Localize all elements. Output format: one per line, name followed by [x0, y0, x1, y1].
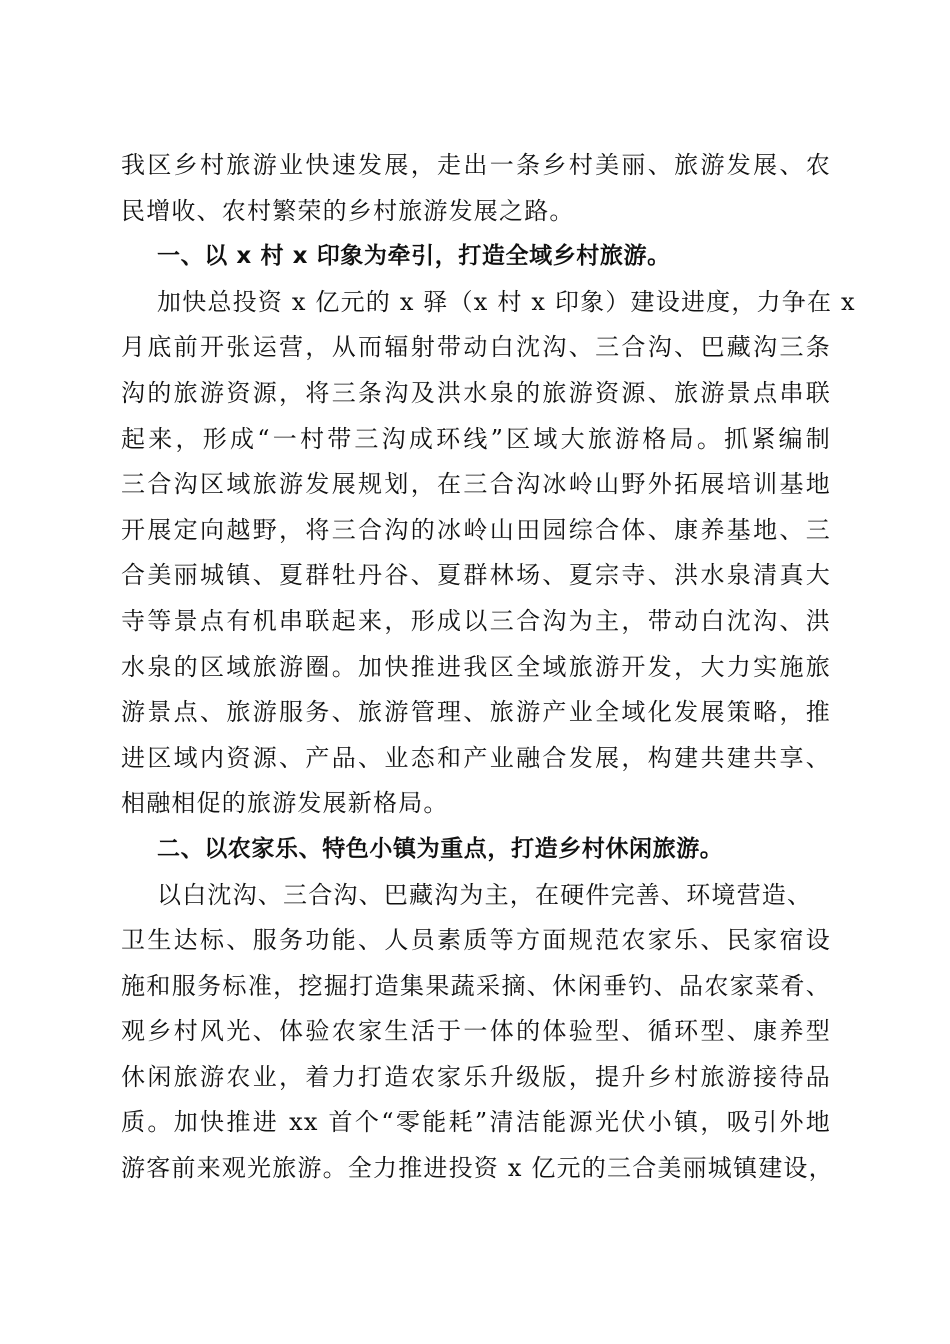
section-1-line-5: 三合沟区域旅游发展规划，在三合沟冰岭山野外拓展培训基地 [121, 470, 831, 499]
section-1-line-2: 月底前开张运营，从而辐射带动白沈沟、三合沟、巴藏沟三条 [121, 333, 831, 362]
section-1-line-3: 沟的旅游资源，将三条沟及洪水泉的旅游资源、旅游景点串联 [121, 378, 831, 407]
intro-line-1: 我区乡村旅游业快速发展，走出一条乡村美丽、旅游发展、农 [121, 151, 831, 179]
section-1-line-1: 加快总投资 x 亿元的 x 驿（x 村 x 印象）建设进度，力争在 x [157, 287, 856, 316]
section-1-line-4: 起来，形成“一村带三沟成环线”区域大旅游格局。抓紧编制 [121, 424, 831, 453]
section-1-line-8: 寺等景点有机串联起来，形成以三合沟为主，带动白沈沟、洪 [121, 606, 831, 635]
document-body [121, 143, 856, 1192]
section-1-line-11: 进区域内资源、产品、业态和产业融合发展，构建共建共享、 [121, 743, 831, 772]
section-2-heading: 二、以农家乐、特色小镇为重点，打造乡村休闲旅游。 [157, 835, 724, 862]
section-1-line-7: 合美丽城镇、夏群牡丹谷、夏群林场、夏宗寺、洪水泉清真大 [121, 561, 831, 590]
section-1-line-9: 水泉的区域旅游圈。加快推进我区全域旅游开发，大力实施旅 [121, 652, 831, 681]
section-1-line-6: 开展定向越野，将三合沟的冰岭山田园综合体、康养基地、三 [121, 515, 831, 544]
section-1-heading: 一、以 x 村 x 印象为牵引，打造全域乡村旅游。 [157, 243, 671, 270]
section-2-line-2: 卫生达标、服务功能、人员素质等方面规范农家乐、民家宿设 [121, 926, 831, 955]
section-2-line-7: 游客前来观光旅游。全力推进投资 x 亿元的三合美丽城镇建设， [121, 1154, 834, 1183]
intro-line-2: 民增收、农村繁荣的乡村旅游发展之路。 [121, 196, 575, 225]
section-2-line-1: 以白沈沟、三合沟、巴藏沟为主，在硬件完善、环境营造、 [157, 880, 813, 909]
section-2-line-5: 休闲旅游农业，着力打造农家乐升级版，提升乡村旅游接待品 [121, 1062, 831, 1091]
section-2-line-6: 质。加快推进 xx 首个“零能耗”清洁能源光伏小镇，吸引外地 [121, 1108, 831, 1137]
section-2-line-4: 观乡村风光、体验农家生活于一体的体验型、循环型、康养型 [121, 1017, 831, 1046]
section-1-line-12: 相融相促的旅游发展新格局。 [121, 789, 449, 818]
section-1-line-10: 游景点、旅游服务、旅游管理、旅游产业全域化发展策略，推 [121, 698, 831, 727]
section-2-line-3: 施和服务标准，挖掘打造集果蔬采摘、休闲垂钓、品农家菜肴、 [121, 971, 831, 1000]
